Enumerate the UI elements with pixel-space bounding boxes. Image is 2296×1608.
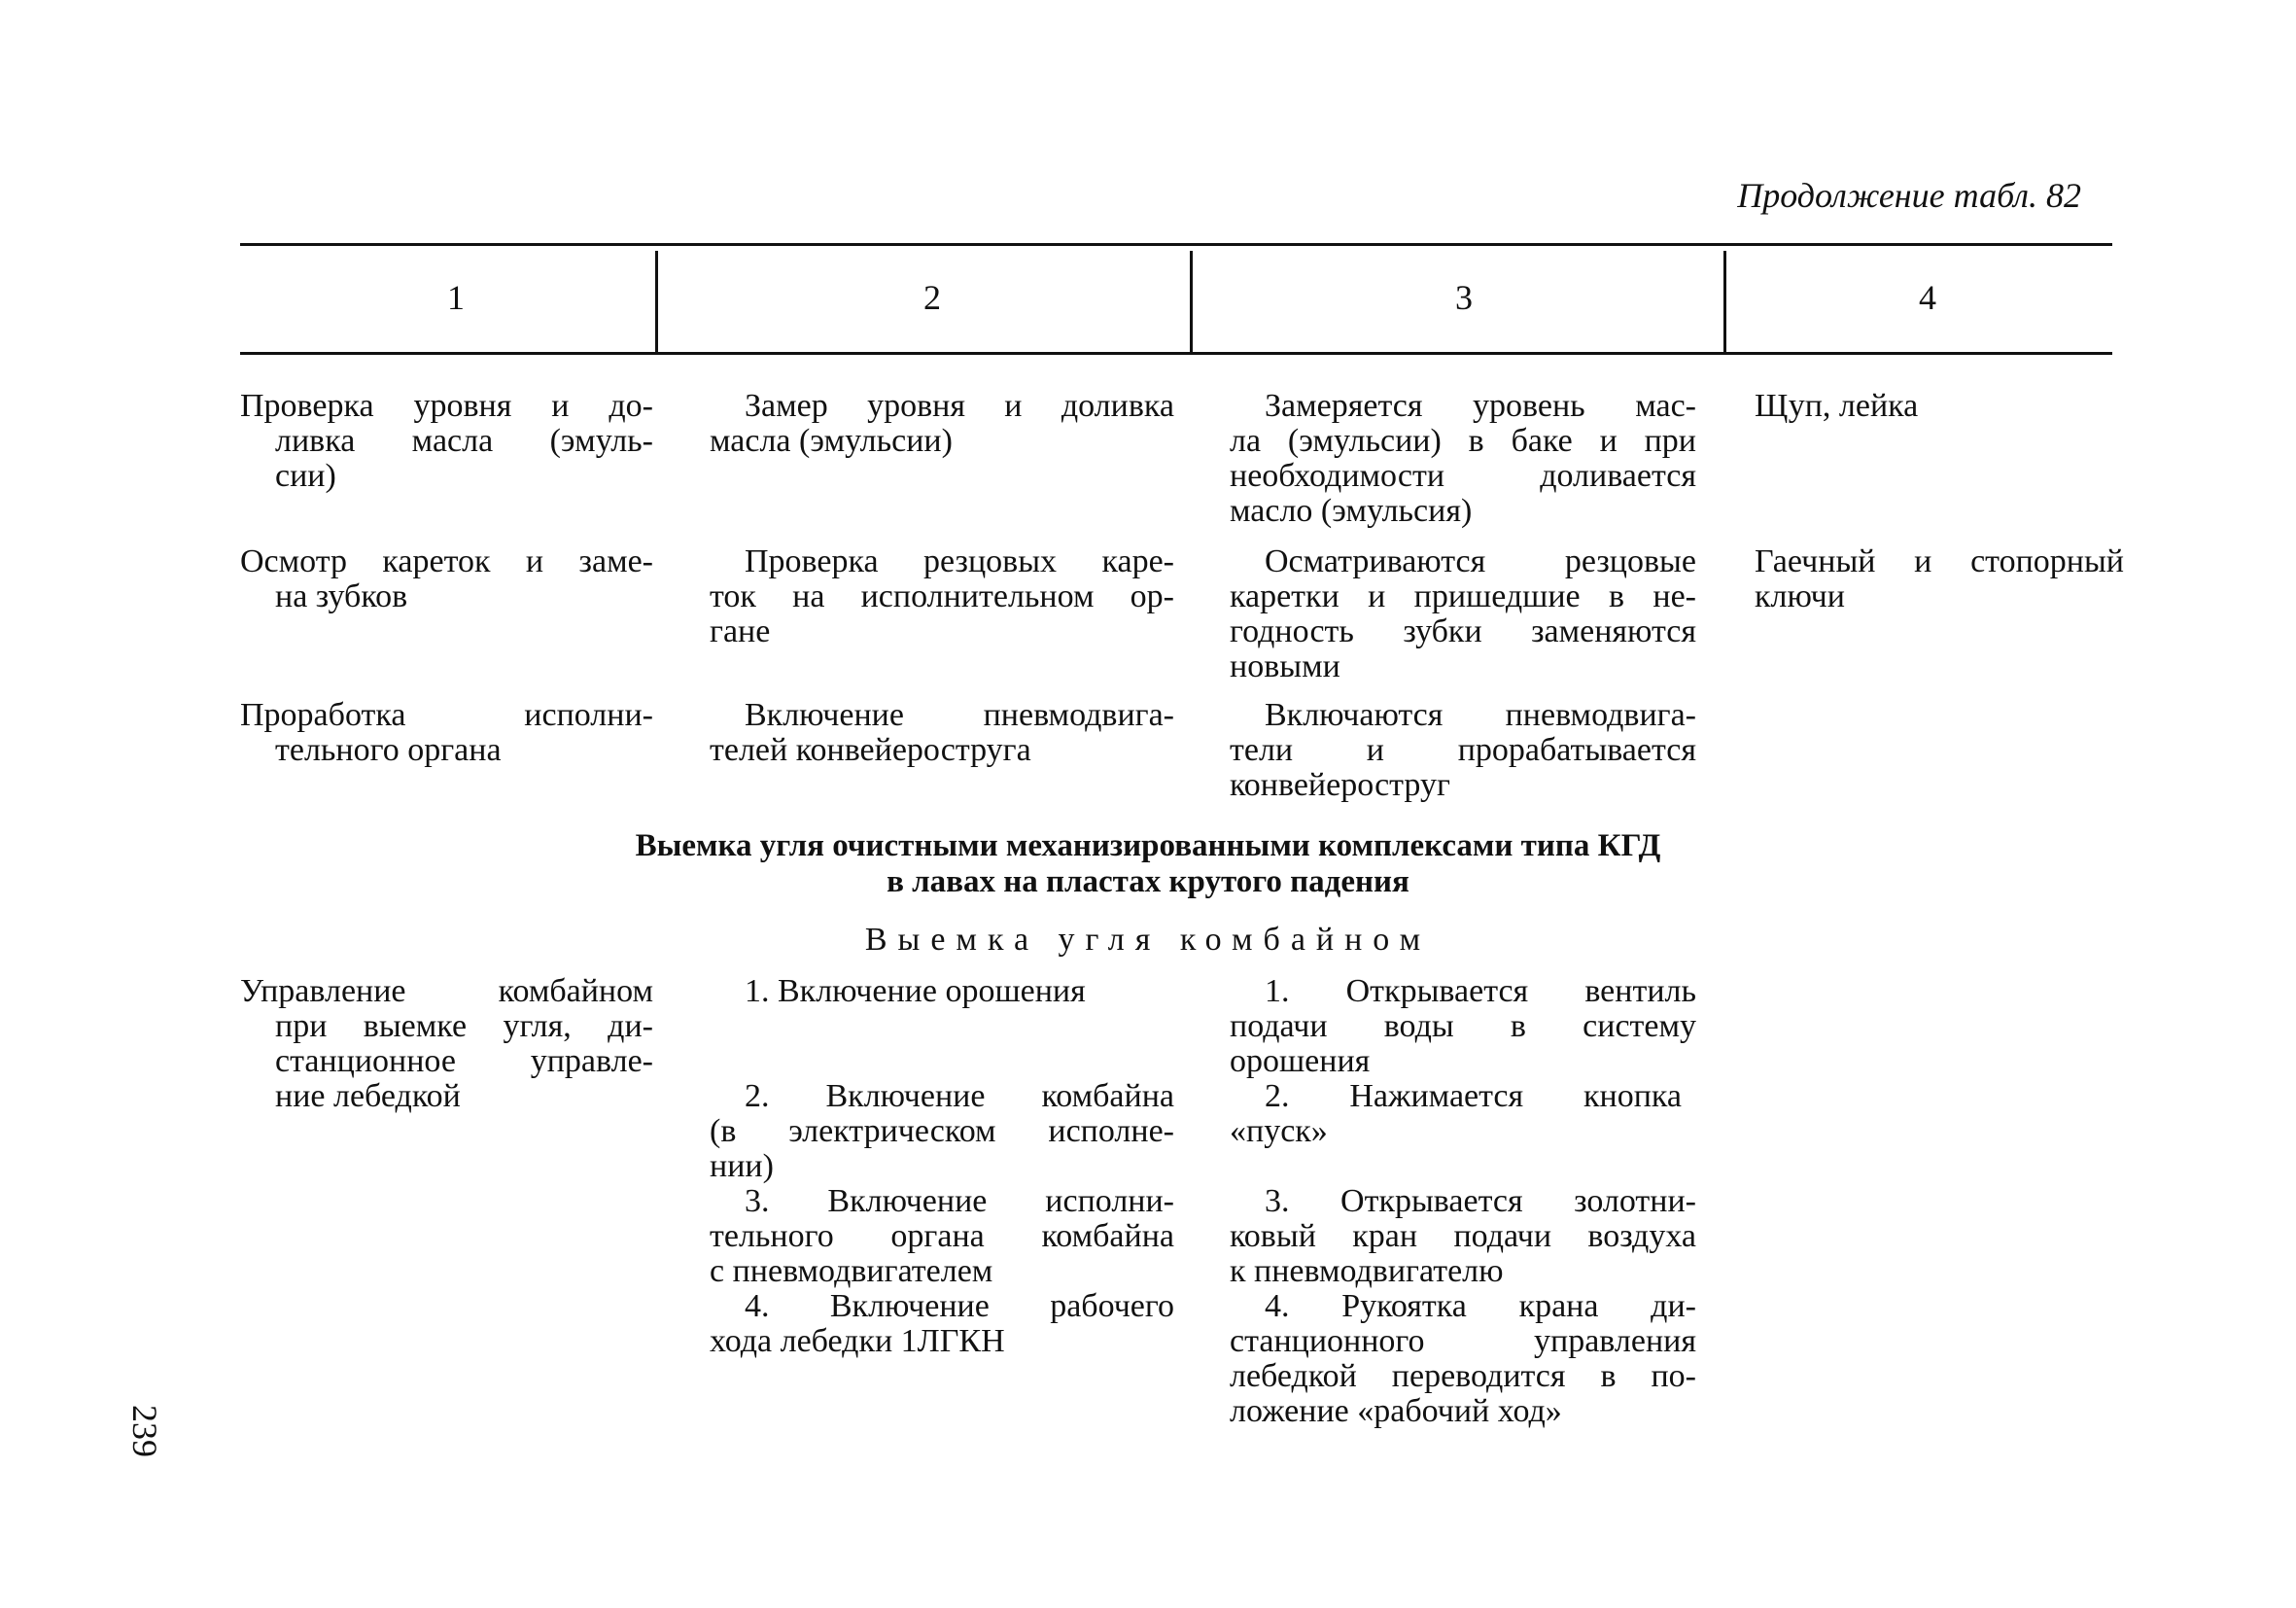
row-3-method	[1230, 698, 1696, 803]
text-line: Осмотр кареток и заме-	[240, 543, 653, 579]
row-1-method	[1230, 389, 1696, 529]
text-line: при выемке угля, ди-	[275, 1008, 653, 1044]
text-line: станционное управле-	[275, 1043, 653, 1079]
table-top-rule	[240, 243, 2112, 246]
text-line: 4. Включение рабочего	[745, 1288, 1174, 1324]
column-header-3: 3	[1455, 278, 1473, 317]
text-line: 2. Включение комбайна	[745, 1078, 1174, 1114]
text-line: ние лебедкой	[275, 1078, 461, 1114]
header-divider-2	[1190, 251, 1193, 352]
row-2-method	[1230, 544, 1696, 684]
row-1-operation	[240, 389, 653, 494]
text-line: ключи	[1755, 578, 1845, 614]
text-line: гане	[710, 613, 771, 649]
text-line: 1. Открывается вентиль	[1265, 973, 1696, 1009]
text-line: станционного управления	[1230, 1323, 1696, 1359]
column-header-2: 2	[923, 278, 941, 317]
text-line: 4. Рукоятка крана ди-	[1265, 1288, 1696, 1324]
text-line: Управление комбайном	[240, 973, 653, 1009]
text-line: Проработка исполни-	[240, 697, 653, 733]
row-3-operation	[240, 698, 653, 768]
text-line: конвейероструг	[1230, 767, 1450, 803]
header-divider-1	[655, 251, 658, 352]
text-line: 3. Включение исполни-	[745, 1183, 1174, 1219]
text-line: нии)	[710, 1148, 774, 1184]
row-3-description	[710, 698, 1174, 768]
text-line: тельного органа комбайна	[710, 1218, 1174, 1254]
row-1-description	[710, 389, 1174, 459]
text-line: сии)	[275, 458, 336, 494]
text-line: тели и прорабатывается	[1230, 732, 1696, 768]
table-header-rule	[240, 352, 2112, 355]
text-line: 1. Включение орошения	[745, 973, 1086, 1009]
header-divider-3	[1723, 251, 1726, 352]
text-line: телей конвейероструга	[710, 732, 1031, 768]
text-line: лебедкой переводится в по-	[1230, 1358, 1696, 1394]
step-4-method	[1230, 1289, 1696, 1429]
text-line: подачи воды в систему	[1230, 1008, 1696, 1044]
text-line: Осматриваются резцовые	[1265, 543, 1696, 579]
column-header-1: 1	[447, 278, 465, 317]
column-header-4: 4	[1919, 278, 1936, 317]
row-1-tools	[1755, 389, 2124, 424]
text-line: ложение «рабочий ход»	[1230, 1393, 1562, 1429]
text-line: годность зубки заменяются	[1230, 613, 1696, 649]
text-line: масла (эмульсии)	[710, 423, 953, 459]
text-line: Включаются пневмодвига-	[1265, 697, 1696, 733]
section-title-line-2: в лавах на пластах крутого падения	[887, 864, 1409, 899]
text-line: хода лебедки 1ЛГКН	[710, 1323, 1005, 1359]
step-1-description	[710, 974, 1174, 1009]
step-4-description	[710, 1289, 1174, 1359]
text-line: новыми	[1230, 648, 1340, 684]
text-line: (в электрическом исполне-	[710, 1113, 1174, 1149]
text-line: тельного органа	[275, 732, 502, 768]
text-line: ковый кран подачи воздуха	[1230, 1218, 1696, 1254]
text-line: на зубков	[275, 578, 408, 614]
text-line: ливка масла (эмуль-	[275, 423, 653, 459]
text-line: необходимости доливается	[1230, 458, 1696, 494]
row-2-operation	[240, 544, 653, 614]
text-line: Замеряется уровень мас-	[1265, 388, 1696, 424]
page-number: 239	[125, 1405, 164, 1457]
text-line: Проверка резцовых каре-	[745, 543, 1174, 579]
step-2-method	[1230, 1079, 1682, 1149]
text-line: 2. Нажимается кнопка	[1265, 1078, 1682, 1114]
text-line: ла (эмульсии) в баке и при	[1230, 423, 1696, 459]
text-line: к пневмодвигателю	[1230, 1253, 1504, 1289]
step-3-method	[1230, 1184, 1696, 1289]
text-line: Щуп, лейка	[1755, 388, 1919, 424]
text-line: «пуск»	[1230, 1113, 1328, 1149]
section-title	[0, 828, 2296, 900]
step-3-description	[710, 1184, 1174, 1289]
step-2-description	[710, 1079, 1174, 1184]
text-line: Замер уровня и доливка	[745, 388, 1174, 424]
text-line: Гаечный и стопорный	[1755, 543, 2124, 579]
section-row-operation	[240, 974, 653, 1114]
row-2-description	[710, 544, 1174, 649]
text-line: Проверка уровня и до-	[240, 388, 653, 424]
section-title-line-1: Выемка угля очистными механизированными комплексами типа КГД	[635, 828, 1661, 863]
text-line: с пневмодвигателем	[710, 1253, 993, 1289]
text-line: каретки и пришедшие в не-	[1230, 578, 1696, 614]
step-1-method	[1230, 974, 1696, 1079]
text-line: масло (эмульсия)	[1230, 493, 1473, 529]
text-line: орошения	[1230, 1043, 1371, 1079]
table-caption: Продолжение табл. 82	[1737, 176, 2081, 215]
text-line: 3. Открывается золотни-	[1265, 1183, 1696, 1219]
section-subtitle: Выемка угля комбайном	[864, 922, 1432, 958]
text-line: ток на исполнительном ор-	[710, 578, 1174, 614]
text-line: Включение пневмодвига-	[745, 697, 1174, 733]
row-2-tools	[1755, 544, 2124, 614]
